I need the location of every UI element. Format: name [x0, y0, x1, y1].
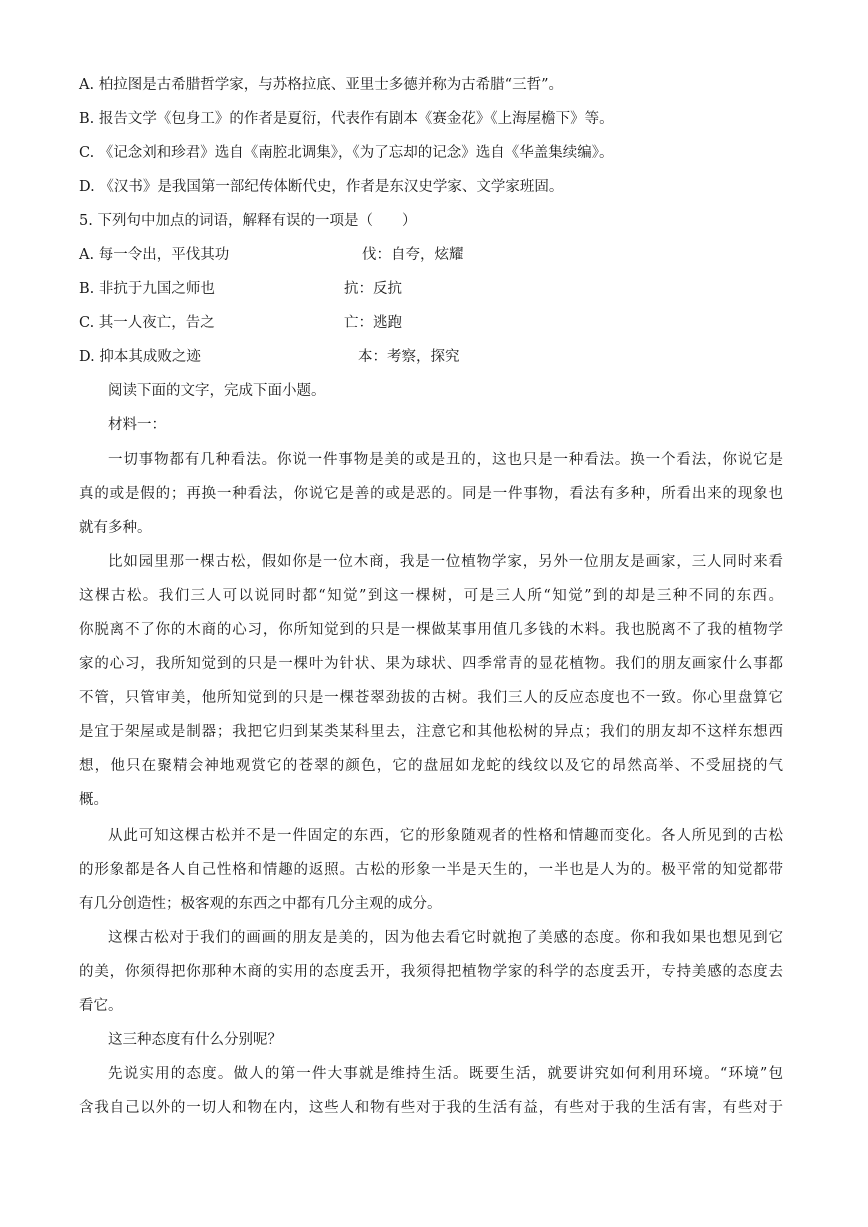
q5-option-b-sentence: B. 非抗于九国之师也: [79, 281, 215, 297]
paragraph-line: 一切事物都有几种看法。你说一件事物是美的或是丑的，这也只是一种看法。换一个看法，你说它是: [108, 452, 783, 468]
q5-option-a-sentence: A. 每一令出，平伐其功: [79, 247, 230, 263]
q5-option-c-sentence: C. 其一人夜亡，告之: [79, 315, 215, 331]
paragraph-line: 的美，你须得把你那种木商的实用的态度丢开，我须得把植物学家的科学的态度丢开，专持美感的态度去: [79, 964, 783, 980]
paragraph-line: 想，他只在聚精会神地观赏它的苍翠的颜色，它的盘屈如龙蛇的线纹以及它的昂然高举、不受屈挠的气: [79, 758, 783, 774]
paragraph-line: 看它。: [79, 998, 123, 1014]
paragraph-line: 真的或是假的；再换一种看法，你说它是善的或是恶的。同是一件事物，看法有多种，所看出来的现象也: [79, 486, 783, 502]
paragraph-line: 概。: [79, 792, 108, 808]
paragraph-line: 是宜于架屋或是制器；我把它归到某类某科里去，注意它和其他松树的异点；我们的朋友却不这样东想西: [79, 724, 783, 740]
question-5-stem: 5. 下列句中加点的词语，解释有误的一项是（ ）: [79, 213, 417, 229]
paragraph-line: 这棵古松。我们三人可以说同时都“知觉”到这一棵树，可是三人所“知觉”到的却是三种不同的东西。: [79, 588, 783, 604]
paragraph-line: 这棵古松对于我们的画画的朋友是美的，因为他去看它时就抱了美感的态度。你和我如果也想见到它: [108, 930, 783, 946]
paragraph-line: 家的心习，我所知觉到的只是一棵叶为针状、果为球状、四季常青的显花植物。我们的朋友画家什么事都: [79, 656, 783, 672]
option-b-line: B. 报告文学《包身工》的作者是夏衍，代表作有剧本《赛金花》《上海屋檐下》等。: [79, 111, 614, 127]
q5-option-a-gloss: 伐：自夸，炫耀: [362, 247, 464, 263]
paragraph-line: 就有多种。: [79, 520, 152, 536]
paragraph-line: 的形象都是各人自己性格和情趣的返照。古松的形象一半是天生的，一半也是人为的。极平常的知觉都带: [79, 862, 783, 878]
option-c-line: C. 《记念刘和珍君》选自《南腔北调集》，《为了忘却的记念》选自《华盖集续编》。: [79, 145, 614, 161]
option-a-line: A. 柏拉图是古希腊哲学家，与苏格拉底、亚里士多德并称为古希腊“三哲”。: [79, 77, 564, 93]
paragraph-line: 不管，只管审美，他所知觉到的只是一棵苍翠劲拔的古树。我们三人的反应态度也不一致。你心里盘算它: [79, 690, 783, 706]
paragraph-line: 从此可知这棵古松并不是一件固定的东西，它的形象随观者的性格和情趣而变化。各人所见到的古松: [108, 828, 783, 844]
q5-option-d-gloss: 本：考察，探究: [358, 349, 460, 365]
paragraph-line: 含我自己以外的一切人和物在内，这些人和物有些对于我的生活有益，有些对于我的生活有害，有些对于: [79, 1100, 783, 1116]
q5-option-d-sentence: D. 抑本其成败之迹: [79, 349, 201, 365]
q5-option-c-gloss: 亡：逃跑: [344, 315, 402, 331]
paragraph-line: 有几分创造性；极客观的东西之中都有几分主观的成分。: [79, 896, 442, 912]
option-d-line: D. 《汉书》是我国第一部纪传体断代史，作者是东汉史学家、文学家班固。: [79, 179, 564, 195]
reading-instruction: 阅读下面的文字，完成下面小题。: [108, 383, 326, 399]
paragraph-line: 你脱离不了你的木商的心习，你所知觉到的只是一棵做某事用值几多钱的木料。我也脱离不了我的植物学: [79, 622, 783, 638]
paragraph-line: 先说实用的态度。做人的第一件大事就是维持生活。既要生活，就要讲究如何利用环境。“环境”包: [108, 1066, 783, 1082]
q5-option-b-gloss: 抗：反抗: [344, 281, 402, 297]
material-label: 材料一：: [108, 417, 166, 433]
paragraph-line: 比如园里那一棵古松，假如你是一位木商，我是一位植物学家，另外一位朋友是画家，三人同时来看: [108, 554, 783, 570]
paragraph-line: 这三种态度有什么分别呢？: [108, 1032, 282, 1048]
